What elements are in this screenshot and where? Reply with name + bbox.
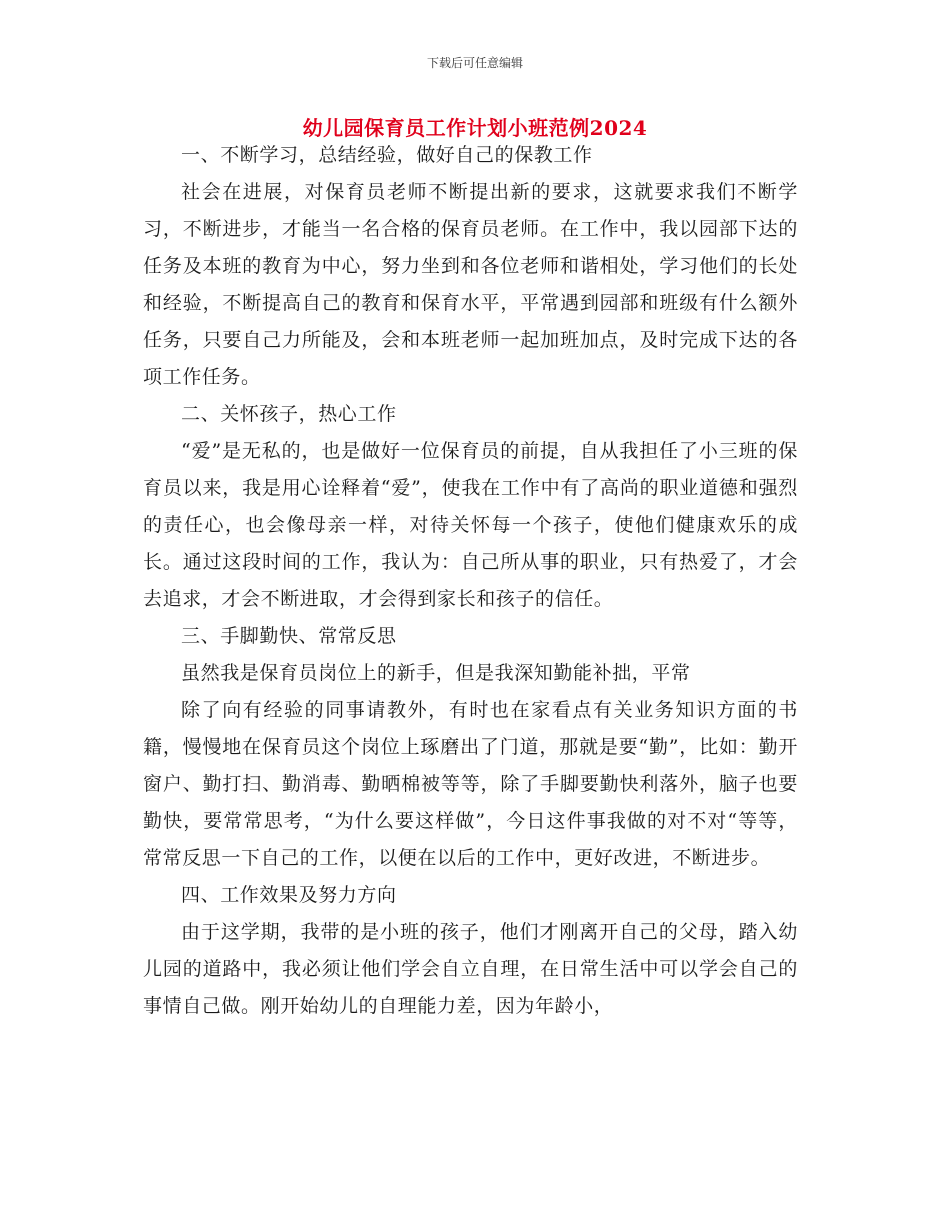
paragraph: 社会在进展，对保育员老师不断提出新的要求，这就要求我们不断学习，不断进步，才能当一名合格的保育员老师。在工作中，我以园部下达的任务及本班的教育为中心，努力坐到和各位老师和谐相处，学习他们的长处和经验，不断提高自己的教育和保育水平，平常遇到园部和班级有什么额外任务，只要自己力所能及，会和本班老师一起加班加点，及时完成下达的各项工作任务。 — [143, 181, 798, 388]
document-body — [143, 137, 798, 1025]
document-title: 幼儿园保育员工作计划小班范例2024 — [302, 116, 648, 140]
section-heading-2: 二、关怀孩子，热心工作 — [181, 403, 397, 425]
paragraph: 虽然我是保育员岗位上的新手，但是我深知勤能补拙，平常 — [181, 662, 691, 684]
section-heading-1: 一、不断学习，总结经验，做好自己的保教工作 — [181, 144, 593, 166]
header-note: 下载后可任意编辑 — [426, 56, 523, 70]
paragraph: 除了向有经验的同事请教外，有时也在家看点有关业务知识方面的书籍，慢慢地在保育员这个岗位上琢磨出了门道，那就是要“勤”，比如：勤开窗户、勤打扫、勤消毒、勤晒棉被等等，除了手脚要勤快利落外，脑子也要勤快，要常常思考，“为什么要这样做”，今日这件事我做的对不对“等等，常常反思一下自己的工作，以便在以后的工作中，更好改进，不断进步。 — [143, 699, 798, 869]
paragraph: 由于这学期，我带的是小班的孩子，他们才刚离开自己的父母，踏入幼儿园的道路中，我必须让他们学会自立自理，在日常生活中可以学会自己的事情自己做。刚开始幼儿的自理能力差，因为年龄小， — [143, 921, 798, 1017]
section-heading-4: 四、工作效果及努力方向 — [181, 884, 397, 906]
section-heading-3: 三、手脚勤快、常常反思 — [181, 625, 397, 647]
paragraph: “爱”是无私的，也是做好一位保育员的前提，自从我担任了小三班的保育员以来，我是用心诠释着“爱”，使我在工作中有了高尚的职业道德和强烈的责任心，也会像母亲一样，对待关怀每一个孩子，使他们健康欢乐的成长。通过这段时间的工作，我认为：自己所从事的职业，只有热爱了，才会去追求，才会不断进取，才会得到家长和孩子的信任。 — [143, 440, 798, 610]
